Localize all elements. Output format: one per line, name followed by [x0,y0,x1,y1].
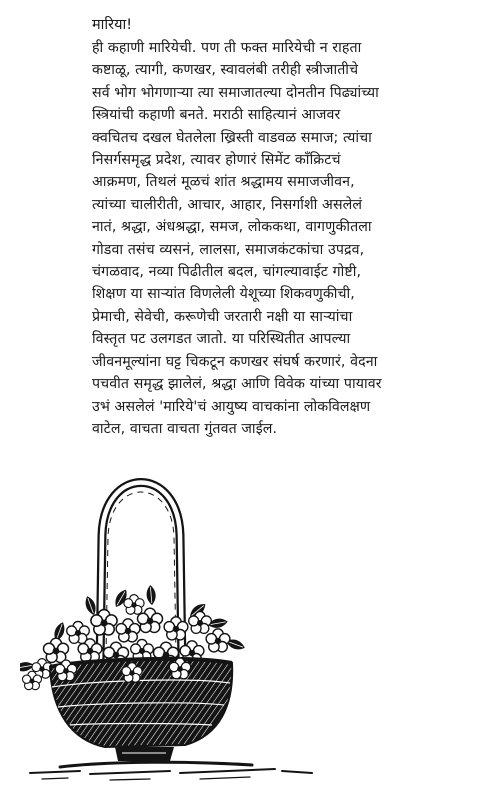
text-line: सर्व भोग भोगणाऱ्या त्या समाजातल्या दोनतीन पिढ्यांच्या [92,84,379,101]
text-line: पचवीत समृद्ध झालेलं, श्रद्धा आणि विवेक यांच्या पायावर [92,376,382,393]
text-line: उभं असलेलं 'मारिये'चं आयुष्य वाचकांना लोकविलक्षण [92,398,371,415]
text-line: प्रेमाची, सेवेची, करूणेची जरतारी नक्षी या साऱ्यांचा [92,308,353,325]
text-line: कष्टाळू, त्यागी, कणखर, स्वावलंबी तरीही स्त्रीजातीचे [92,62,359,79]
flower-basket-illustration [20,455,320,790]
basket-foot [115,747,174,761]
text-line: त्यांच्या चालीरीती, आचार, आहार, निसर्गाशी असलेलं [92,196,363,213]
basket-body [50,658,232,747]
text-line: ही कहाणी मारियेची. पण ती फक्त मारियेची न राहता [92,40,362,56]
text-line: आक्रमण, तिथलं मूळचं शांत श्रद्धामय समाजजीवन, [92,174,355,191]
text-line: चंगळवाद, नव्या पिढीतील बदल, चांगल्यावाईट गोष्टी, [92,264,362,281]
text-line: वाटेल, वाचता वाचता गुंतवत जाईल. [92,420,278,437]
ground-lines [30,762,312,780]
text-line: गोडवा तसंच व्यसनं, लालसा, समाजकंटकांचा उपद्रव, [92,241,365,258]
body-paragraph [92,37,492,440]
text-line: विस्तृत पट उलगडत जातो. या परिस्थितीत आपल्या [92,331,351,348]
text-line: शिक्षण या साऱ्यांत विणलेली येशूच्या शिकवणुकीची, [92,286,355,303]
text-line: निसर्गसमृद्ध प्रदेश, त्यावर होणारं सिमेंट काँक्रिटचं [92,152,341,169]
page-heading: मारिया! [92,17,133,33]
text-line: स्त्रियांची कहाणी बनते. मराठी साहित्यानं आजवर [92,107,341,124]
text-line: जीवनमूल्यांना घट्ट चिकटून कणखर संघर्ष करणारं, वेदना [92,353,378,370]
text-line: नातं, श्रद्धा, अंधश्रद्धा, समज, लोककथा, वागणुकीतला [92,219,372,236]
text-line: क्वचितच दखल घेतलेला ख्रिस्ती वाडवळ समाज; त्यांचा [92,129,372,146]
